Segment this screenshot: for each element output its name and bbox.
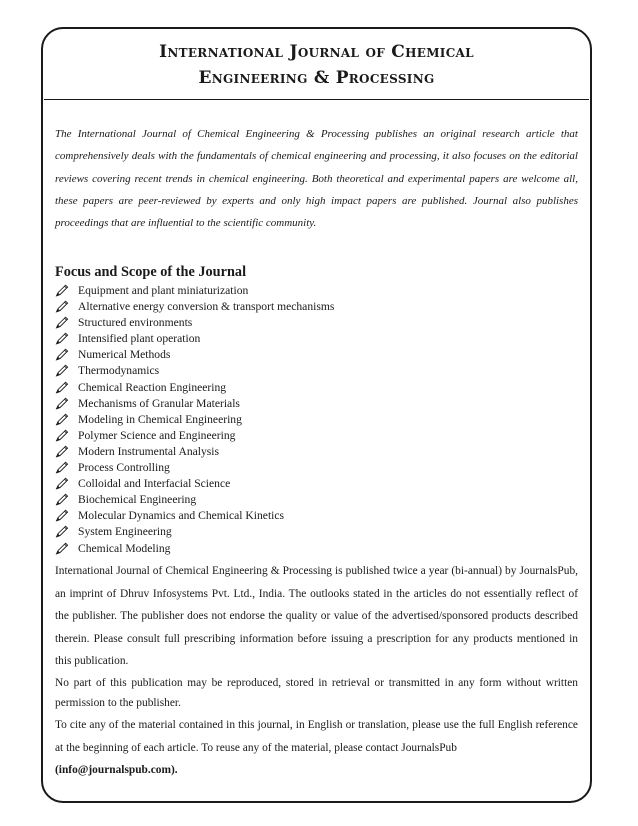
pencil-icon (55, 413, 69, 426)
scope-item-label: System Engineering (78, 525, 172, 539)
journal-title (41, 39, 592, 91)
pencil-icon (55, 364, 69, 377)
scope-item-label: Polymer Science and Engineering (78, 428, 236, 442)
scope-list-item (55, 363, 334, 379)
title-divider (44, 99, 589, 100)
scope-item-label: Molecular Dynamics and Chemical Kinetics (78, 509, 285, 523)
scope-item-label: Mechanisms of Granular Materials (78, 396, 240, 410)
scope-item-label: Alternative energy conversion & transport mechanisms (78, 300, 335, 314)
scope-list-item (55, 541, 334, 557)
pencil-icon (55, 300, 69, 313)
publication-notes (55, 560, 578, 782)
pencil-icon (55, 461, 69, 474)
scope-list-item (55, 476, 334, 492)
journal-title-line-2: Engineering & Processing (198, 68, 435, 88)
journal-description: The International Journal of Chemical Engineering & Processing publishes an original research article that comprehensively deals with the fundamentals of chemical engineering and processing, it also focuses on the editorial reviews covering recent trends in chemical engineering. Both theoretical and experimental papers are welcome all, these papers are peer-reviewed by experts and only high impact papers are published. Journal also publishes proceedings that are influential to the scientific community. (55, 128, 578, 230)
scope-item-label: Chemical Reaction Engineering (78, 380, 227, 394)
scope-list-item (55, 380, 334, 396)
scope-list-item (55, 347, 334, 363)
scope-item-label: Modeling in Chemical Engineering (78, 412, 242, 426)
pencil-icon (55, 429, 69, 442)
scope-item-label: Structured environments (78, 316, 193, 330)
scope-item-label: Numerical Methods (78, 348, 171, 362)
scope-list-item (55, 508, 334, 524)
scope-list-item (55, 412, 334, 428)
scope-list-item (55, 428, 334, 444)
pencil-icon (55, 477, 69, 490)
scope-item-label: Modern Instrumental Analysis (78, 444, 220, 458)
pencil-icon (55, 525, 69, 538)
pencil-icon (55, 493, 69, 506)
scope-item-label: Thermodynamics (78, 364, 160, 378)
scope-list-item (55, 283, 334, 299)
scope-list-item (55, 315, 334, 331)
pencil-icon (55, 445, 69, 458)
scope-list-item (55, 492, 334, 508)
scope-heading: Focus and Scope of the Journal (55, 264, 247, 280)
pencil-icon (55, 542, 69, 555)
citation-notice (55, 714, 578, 782)
scope-list-item (55, 460, 334, 476)
scope-list-item (55, 331, 334, 347)
pencil-icon (55, 381, 69, 394)
scope-list-item (55, 524, 334, 540)
citation-text: To cite any of the material contained in this journal, in English or translation, please use the full English reference at the beginning of each article. To reuse any of the material, please contact JournalsPub (55, 718, 578, 754)
publication-notice: International Journal of Chemical Engineering & Processing is published twice a year (bi-annual) by JournalsPub, an imprint of Dhruv Infosystems Pvt. Ltd., India. The outlooks stated in the articles do not essentially reflect of the publisher. The publisher does not endorse the quality or value of the advertised/sponsored products described therein. Please consult full prescribing information before issuing a prescription for any products mentioned in this publication. (55, 565, 578, 668)
scope-list (55, 283, 334, 557)
pencil-icon (55, 316, 69, 329)
pencil-icon (55, 284, 69, 297)
pencil-icon (55, 332, 69, 345)
scope-list-item (55, 396, 334, 412)
journal-title-line-1: International Journal of Chemical (159, 42, 474, 62)
scope-item-label: Equipment and plant miniaturization (78, 284, 249, 297)
scope-list-item (55, 444, 334, 460)
contact-email[interactable]: (info@journalspub.com). (55, 764, 178, 777)
scope-list-item (55, 299, 334, 315)
scope-item-label: Chemical Modeling (78, 541, 171, 555)
scope-item-label: Biochemical Engineering (78, 493, 197, 507)
pencil-icon (55, 348, 69, 361)
scope-item-label: Intensified plant operation (78, 332, 201, 346)
rights-notice: No part of this publication may be reproduced, stored in retrieval or transmitted in any form without written permission to the publisher. (55, 676, 578, 710)
pencil-icon (55, 509, 69, 522)
scope-item-label: Process Controlling (78, 461, 170, 475)
pencil-icon (55, 397, 69, 410)
scope-item-label: Colloidal and Interfacial Science (78, 477, 231, 491)
